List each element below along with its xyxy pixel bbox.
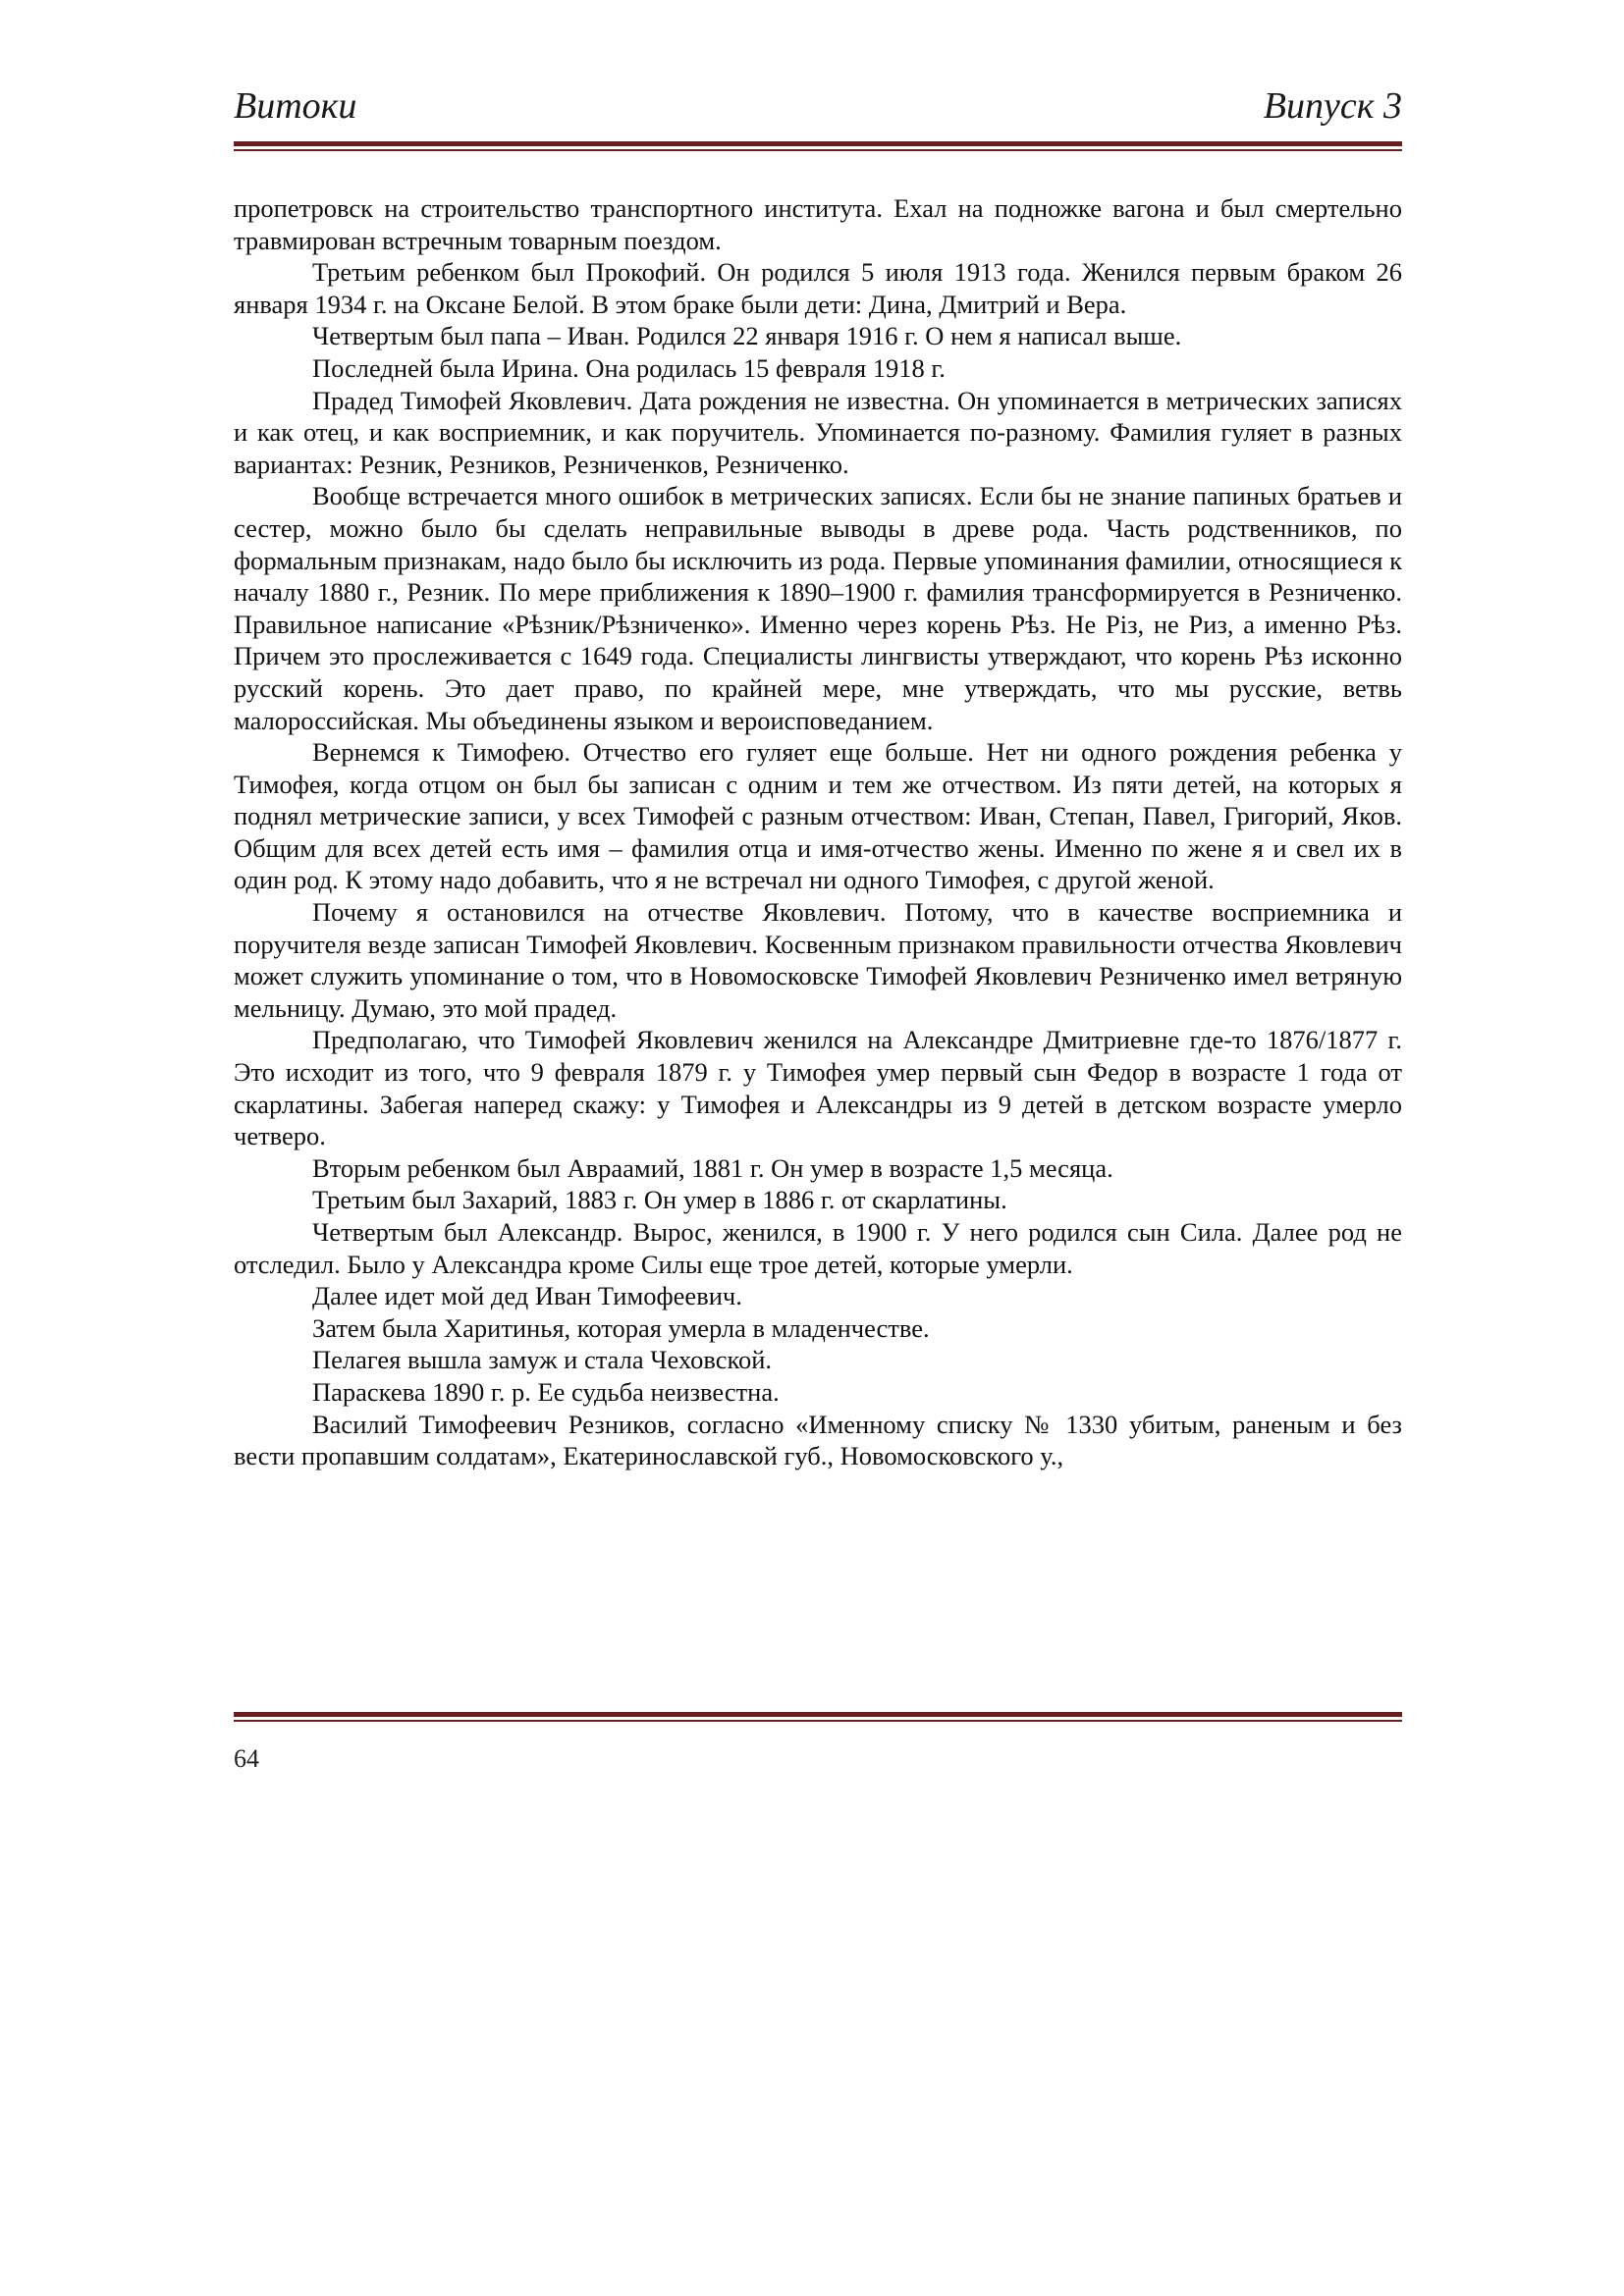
paragraph: Вторым ребенком был Авраамий, 1881 г. Он умер в возрасте 1,5 месяца. bbox=[312, 1152, 1113, 1183]
paragraph: Предполагаю, что Тимофей Яковлевич женился на Александре Дмитриевне где-то 1876/1877 г. Это исходит из того, что 9 февраля 1879 г. у Тимофея умер первый сын Федор в возрасте 1 года от скарлатины. Забегая наперед скажу: у Тимофея и Александры из 9 детей в детском возрасте умерло четверо. bbox=[234, 1025, 1402, 1151]
paragraph: Прадед Тимофей Яковлевич. Дата рождения не известна. Он упоминается в метрических записях и как отец, и как восприемник, и как поручитель. Упоминается по-разному. Фамилия гуляет в разных вариантах: Резник, Резников, Резниченков, Резниченко. bbox=[234, 385, 1402, 479]
page-number: 64 bbox=[234, 1744, 259, 1773]
paragraph: Последней была Ирина. Она родилась 15 февраля 1918 г. bbox=[312, 352, 946, 383]
paragraph: Василий Тимофеевич Резников, согласно «Именному списку № 1330 убитым, раненым и без вести пропавшим солдатам», Екатеринославской губ., Новомосковского у., bbox=[234, 1409, 1402, 1471]
running-header bbox=[234, 77, 1402, 135]
body-text bbox=[234, 192, 1402, 1472]
header-journal-title: Витоки bbox=[234, 85, 357, 127]
paragraph: Вернемся к Тимофею. Отчество его гуляет еще больше. Нет ни одного рождения ребенка у Тимофея, когда отцом он был бы записан с одним и тем же отчеством. Из пяти детей, на которых я поднял метрические записи, у всех Тимофей с разным отчеством: Иван, Степан, Павел, Григорий, Яков. Общим для всех детей есть имя – фамилия отца и имя-отчество жены. Именно по жене я и свел их в один род. К этому надо добавить, что я не встречал ни одного Тимофея, с другой женой. bbox=[234, 737, 1402, 895]
header-rule bbox=[234, 141, 1402, 151]
paragraph: Третьим ребенком был Прокофий. Он родился 5 июля 1913 года. Женился первым браком 26 января 1934 г. на Оксане Белой. В этом браке были дети: Дина, Дмитрий и Вера. bbox=[234, 257, 1402, 319]
header-issue-number: Випуск 3 bbox=[1263, 85, 1402, 127]
paragraph: Четвертым был Александр. Вырос, женился, в 1900 г. У него родился сын Сила. Далее род не отследил. Было у Александра кроме Силы еще трое детей, которые умерли. bbox=[234, 1217, 1402, 1279]
paragraph: Третьим был Захарий, 1883 г. Он умер в 1886 г. от скарлатины. bbox=[312, 1185, 1007, 1215]
paragraph: Пелагея вышла замуж и стала Чеховской. bbox=[312, 1345, 773, 1375]
paragraph: Затем была Харитинья, которая умерла в младенчестве. bbox=[312, 1312, 930, 1343]
paragraph: пропетровск на строительство транспортного института. Ехал на подножке вагона и был смертельно травмирован встречным товарным поездом. bbox=[234, 193, 1402, 255]
paragraph: Параскева 1890 г. р. Ее судьба неизвестна. bbox=[312, 1376, 780, 1407]
paragraph: Четвертым был папа – Иван. Родился 22 января 1916 г. О нем я написал выше. bbox=[312, 321, 1182, 351]
paragraph: Вообще встречается много ошибок в метрических записях. Если бы не знание папиных братьев и сестер, можно было бы сделать неправильные выводы в древе рода. Часть родственников, по формальным признакам, надо было бы исключить из рода. Первые упоминания фамилии, относящиеся к началу 1880 г., Резник. По мере приближения к 1890–1900 г. фамилия трансформируется в Резниченко. Правильное написание «Рѣзник/Рѣзниченко». Именно через корень Рѣз. Не Різ, не Риз, а именно Рѣз. Причем это прослеживается с 1649 года. Специалисты лингвисты утверждают, что корень Рѣз исконно русский корень. Это дает право, по крайней мере, мне утверждать, что мы русские, ветвь малороссийская. Мы объединены языком и вероисповеданием. bbox=[234, 481, 1402, 735]
footer-rule bbox=[234, 1712, 1402, 1722]
paragraph: Почему я остановился на отчестве Яковлевич. Потому, что в качестве восприемника и поручителя везде записан Тимофей Яковлевич. Косвенным признаком правильности отчества Яковлевич может служить упоминание о том, что в Новомосковске Тимофей Яковлевич Резниченко имел ветряную мельницу. Думаю, это мой прадед. bbox=[234, 897, 1402, 1023]
paragraph: Далее идет мой дед Иван Тимофеевич. bbox=[312, 1281, 742, 1311]
